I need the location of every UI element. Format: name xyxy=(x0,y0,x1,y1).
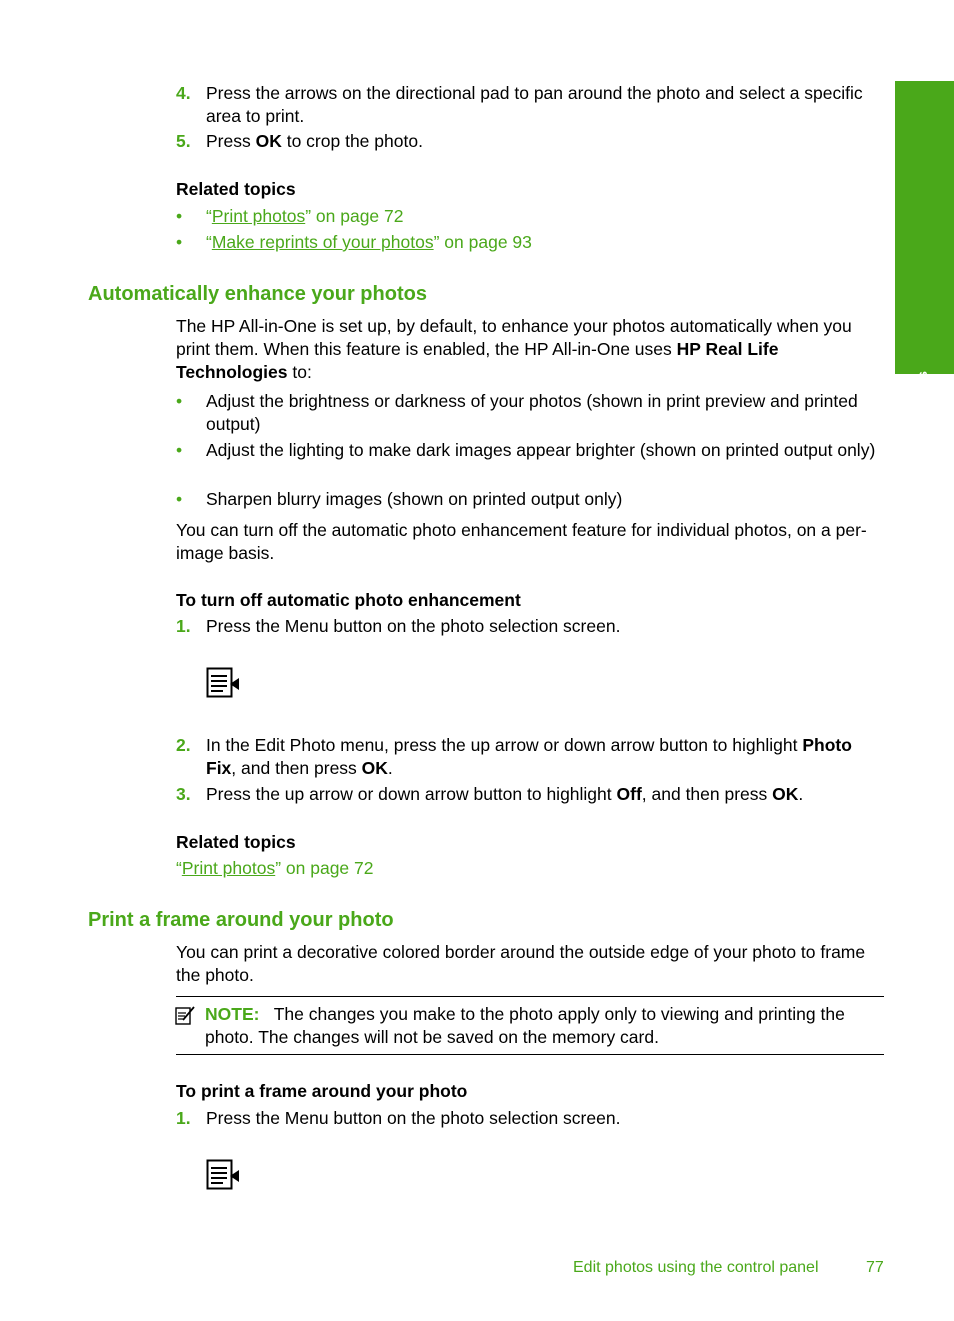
frame-step-1-number: 1. xyxy=(176,1108,191,1128)
bullet-marker: • xyxy=(176,206,183,226)
bullet-marker: • xyxy=(176,232,183,252)
step-3-text: Press the up arrow or down arrow button to highlight Off, and then press OK. xyxy=(206,784,804,804)
step-3-number: 3. xyxy=(176,784,191,804)
link-print-photos[interactable]: “Print photos” on page 72 xyxy=(206,206,404,226)
frame-step-1-text: Press the Menu button on the photo selection screen. xyxy=(206,1108,621,1128)
enhance-bullet-3: Sharpen blurry images (shown on printed output only) xyxy=(206,489,623,509)
heading-print-frame: Print a frame around your photo xyxy=(88,909,394,931)
footer-title: Edit photos using the control panel xyxy=(573,1259,819,1276)
page-number: 77 xyxy=(866,1259,884,1276)
bullet-marker: • xyxy=(176,440,183,460)
heading-auto-enhance: Automatically enhance your photos xyxy=(88,283,427,305)
bullet-marker: • xyxy=(176,391,183,411)
step-2-number: 2. xyxy=(176,735,191,755)
enhance-bullet-1: Adjust the brightness or darkness of your photos (shown in print preview and printed output) xyxy=(206,391,858,434)
related-topics-heading-1: Related topics xyxy=(176,179,296,199)
step-1-number: 1. xyxy=(176,616,191,636)
frame-intro: You can print a decorative colored border around the outside edge of your photo to frame the photo. xyxy=(176,942,866,985)
step-1-text: Press the Menu button on the photo selection screen. xyxy=(206,616,621,636)
step-2-text: In the Edit Photo menu, press the up arrow or down arrow button to highlight Photo Fix, and then press OK. xyxy=(206,735,852,778)
link-make-reprints[interactable]: “Make reprints of your photos” on page 93 xyxy=(206,232,532,252)
enhance-bullet-2: Adjust the lighting to make dark images appear brighter (shown on printed output only) xyxy=(206,440,876,460)
turnoff-paragraph: You can turn off the automatic photo enhancement feature for individual photos, on a per-image basis. xyxy=(176,520,867,563)
note-bottom-rule xyxy=(176,1054,884,1055)
bullet-marker: • xyxy=(176,489,183,509)
step-5-number: 5. xyxy=(176,131,191,151)
note-icon xyxy=(175,1005,195,1025)
step-5-text: Press OK to crop the photo. xyxy=(206,131,423,151)
side-tab-label: Photos xyxy=(914,370,930,421)
procedure-heading-turnoff: To turn off automatic photo enhancement xyxy=(176,590,521,610)
related-topics-heading-2: Related topics xyxy=(176,832,296,852)
step-4-text: Press the arrows on the directional pad to pan around the photo and select a specific area to print. xyxy=(206,83,863,126)
procedure-heading-frame: To print a frame around your photo xyxy=(176,1081,468,1101)
link-print-photos-2[interactable]: “Print photos” on page 72 xyxy=(176,858,374,878)
menu-button-icon xyxy=(206,665,240,699)
note-text: NOTE: The changes you make to the photo apply only to viewing and printing the photo. The changes will not be saved on the memory card. xyxy=(205,1004,845,1047)
enhance-intro: The HP All-in-One is set up, by default, to enhance your photos automatically when you print them. When this feature is enabled, the HP All-in-One uses HP Real Life Technologies to: xyxy=(176,316,852,382)
note-top-rule xyxy=(176,996,884,997)
menu-button-icon xyxy=(206,1157,240,1191)
step-4-number: 4. xyxy=(176,83,191,103)
side-tab xyxy=(895,81,954,421)
